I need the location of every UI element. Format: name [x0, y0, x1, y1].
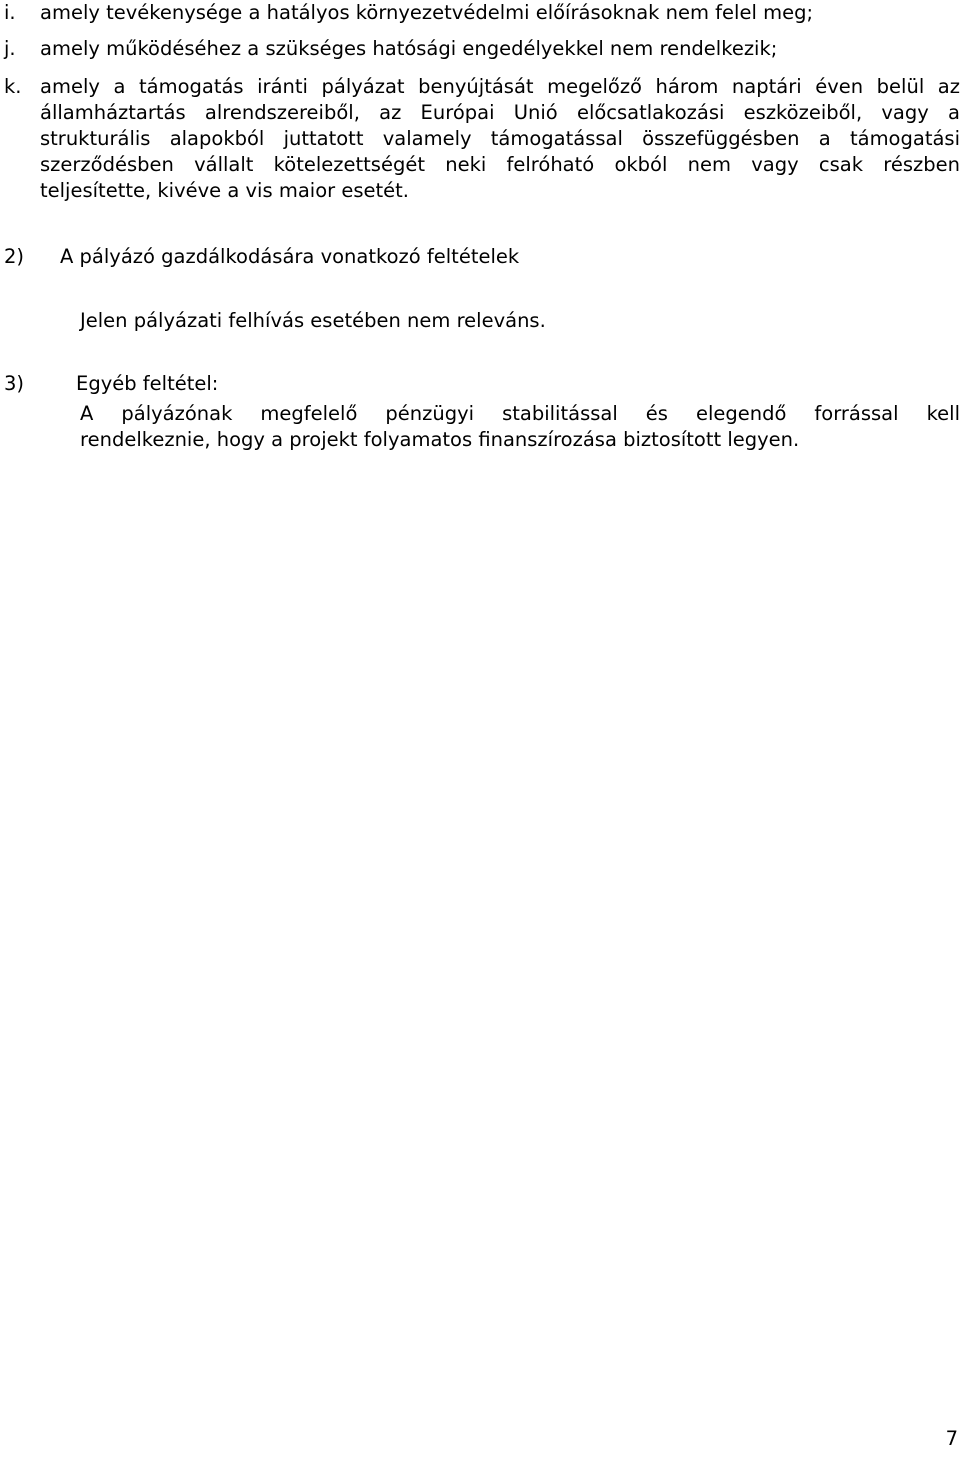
- section-number: 2): [4, 245, 25, 268]
- section-title: Egyéb feltétel:: [76, 372, 219, 395]
- section-3-text: [80, 401, 960, 453]
- text-line: rendelkeznie, hogy a projekt folyamatos finanszírozása biztosított legyen.: [80, 428, 800, 451]
- list-item-text: [40, 0, 960, 26]
- list-item-text: [40, 74, 960, 204]
- section-2-text: Jelen pályázati felhívás esetében nem releváns.: [80, 309, 546, 332]
- section-3-heading: [4, 371, 218, 397]
- section-number: 3): [4, 372, 25, 395]
- list-marker: k.: [4, 75, 22, 98]
- list-marker: j.: [4, 37, 16, 60]
- page-number: 7: [945, 1427, 958, 1450]
- text-line: teljesítette, kivéve a vis maior esetét.: [40, 179, 409, 202]
- section-2-heading: [4, 244, 519, 270]
- text-line: szerződésben vállalt kötelezettségét neki felróható okból nem vagy csak részben: [40, 153, 960, 176]
- text-line: amely a támogatás iránti pályázat benyújtását megelőző három naptári éven belül az: [40, 75, 960, 98]
- section-title: A pályázó gazdálkodására vonatkozó feltételek: [60, 245, 520, 268]
- text-line: amely működéséhez a szükséges hatósági engedélyekkel nem rendelkezik;: [40, 37, 778, 60]
- text-line: amely tevékenysége a hatályos környezetvédelmi előírásoknak nem felel meg;: [40, 1, 814, 24]
- list-marker: i.: [4, 1, 16, 24]
- text-line: A pályázónak megfelelő pénzügyi stabilitással és elegendő forrással kell: [80, 402, 960, 425]
- text-line: államháztartás alrendszereiből, az Európai Unió előcsatlakozási eszközeiből, vagy a: [40, 101, 960, 124]
- text-line: strukturális alapokból juttatott valamely támogatással összefüggésben a támogatási: [40, 127, 960, 150]
- list-item-text: [40, 36, 960, 62]
